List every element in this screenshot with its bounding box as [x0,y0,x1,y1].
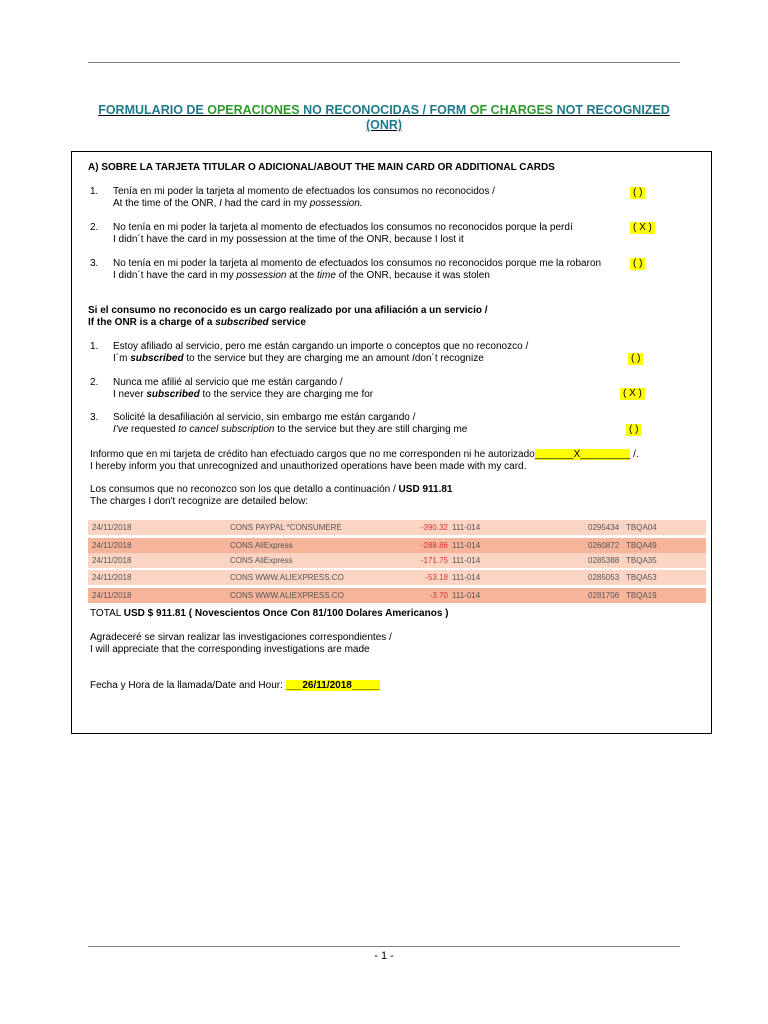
item-text-en: I didn´t have the card in my possession at the time of the ONR, because it was stolen [113,270,490,281]
inform-text-en: I hereby inform you that unrecognized and unauthorized operations have been made with my card. [90,461,527,472]
table-row [88,570,706,585]
charge-reference: 0285053 [588,573,620,582]
charge-auth: TBQA19 [626,591,657,600]
item-number: 1. [90,186,99,197]
table-row [88,520,706,535]
item-text-en: I didn´t have the card in my possession at the time of the ONR, because I lost it [113,234,464,245]
charge-reference: 0281706 [588,591,620,600]
item-text-en: I´m subscribed to the service but they are charging me an amount Idon´t recognize [113,353,484,364]
charge-amount: -171.75 [420,556,448,565]
item-text-es: Estoy afiliado al servicio, pero me están cargando un importe o conceptos que no reconozco / [113,341,529,352]
date-field[interactable]: ___26/11/2018_____ [285,680,380,691]
section-b-heading-es: Si el consumo no reconocido es un cargo realizado por una afiliación a un servicio / [88,305,488,316]
item-text-es: No tenía en mi poder la tarjeta al momento de efectuados los consumos no reconocidos porque me la robaron [113,258,602,269]
charge-reference: 0295434 [588,523,620,532]
charge-description: CONS PAYPAL *CONSUMERE [230,523,342,532]
item-number: 2. [90,222,99,233]
charge-code: 111-014 [452,523,481,532]
charges-intro-es: Los consumos que no reconozco son los que detallo a continuación / USD 911.81 [90,484,453,495]
charge-reference: 0285388 [588,556,620,565]
table-row [88,553,706,568]
checkbox-mark[interactable]: ( ) [630,187,645,199]
charge-description: CONS AliExpress [230,556,293,565]
charge-amount: -288.86 [420,541,448,550]
item-text-en: At the time of the ONR, I had the card in my possession. [113,198,363,209]
item-number: 3. [90,412,99,423]
charge-code: 111-014 [452,573,481,582]
charge-code: 111-014 [452,541,481,550]
charge-auth: TBQA04 [626,523,657,532]
inform-mark[interactable]: _______X_________ [534,449,631,460]
charge-description: CONS WWW.ALIEXPRESS.CO [230,591,344,600]
charge-amount: -390.32 [420,523,448,532]
charge-auth: TBQA49 [626,541,657,550]
charge-code: 111-014 [452,556,481,565]
item-text-en: I never subscribed to the service they are charging me for [113,389,374,400]
charge-amount: -53.18 [425,573,448,582]
item-number: 1. [90,341,99,352]
item-number: 2. [90,377,99,388]
checkbox-mark[interactable]: ( ) [628,353,643,365]
section-a-heading: A) SOBRE LA TARJETA TITULAR O ADICIONAL/ABOUT THE MAIN CARD OR ADDITIONAL CARDS [88,162,555,173]
charge-date: 24/11/2018 [92,523,132,532]
item-text-es: Tenía en mi poder la tarjeta al momento de efectuados los consumos no reconocidos / [113,186,495,197]
section-b-heading-en: If the ONR is a charge of a subscribed service [88,317,306,328]
charge-date: 24/11/2018 [92,556,132,565]
item-text-en: I've requested to cancel subscription to the service but they are still charging me [113,424,468,435]
date-line: Fecha y Hora de la llamada/Date and Hour: ___26/11/2018_____ [90,680,380,691]
charge-description: CONS AliExpress [230,541,293,550]
charges-intro-en: The charges I don't recognize are detailed below: [90,496,309,507]
item-text-es: Nunca me afilié al servicio que me están cargando / [113,377,343,388]
charge-auth: TBQA35 [626,556,657,565]
charge-amount: -3.70 [429,591,448,600]
checkbox-mark[interactable]: ( ) [630,258,645,270]
page-number: - 1 - [374,950,394,962]
total-line: TOTAL USD $ 911.81 ( Novescientos Once Con 81/100 Dolares Americanos ) [90,608,449,619]
item-number: 3. [90,258,99,269]
form-title: FORMULARIO DE OPERACIONES NO RECONOCIDAS / FORM OF CHARGES NOT RECOGNIZED (ONR) [98,103,670,132]
charge-date: 24/11/2018 [92,573,132,582]
charge-description: CONS WWW.ALIEXPRESS.CO [230,573,344,582]
checkbox-mark[interactable]: ( X ) [620,388,645,400]
thanks-es: Agradeceré se sirvan realizar las investigaciones correspondientes / [90,632,392,643]
table-row [88,538,706,553]
header-rule [88,62,680,63]
item-text-es: No tenía en mi poder la tarjeta al momento de efectuados los consumos no reconocidos porque la perdí [113,222,573,233]
charge-auth: TBQA53 [626,573,657,582]
checkbox-mark[interactable]: ( X ) [630,222,655,234]
charge-reference: 0260872 [588,541,620,550]
footer-rule [88,946,680,947]
charge-code: 111-014 [452,591,481,600]
item-text-es: Solicité la desafiliación al servicio, sin embargo me están cargando / [113,412,416,423]
table-row [88,588,706,603]
charge-date: 24/11/2018 [92,591,132,600]
inform-text-es: Informo que en mi tarjeta de crédito han efectuado cargos que no me corresponden ni he autorizado_______X_________ /. [90,449,639,460]
charge-date: 24/11/2018 [92,541,132,550]
checkbox-mark[interactable]: ( ) [626,424,641,436]
thanks-en: I will appreciate that the corresponding investigations are made [90,644,370,655]
